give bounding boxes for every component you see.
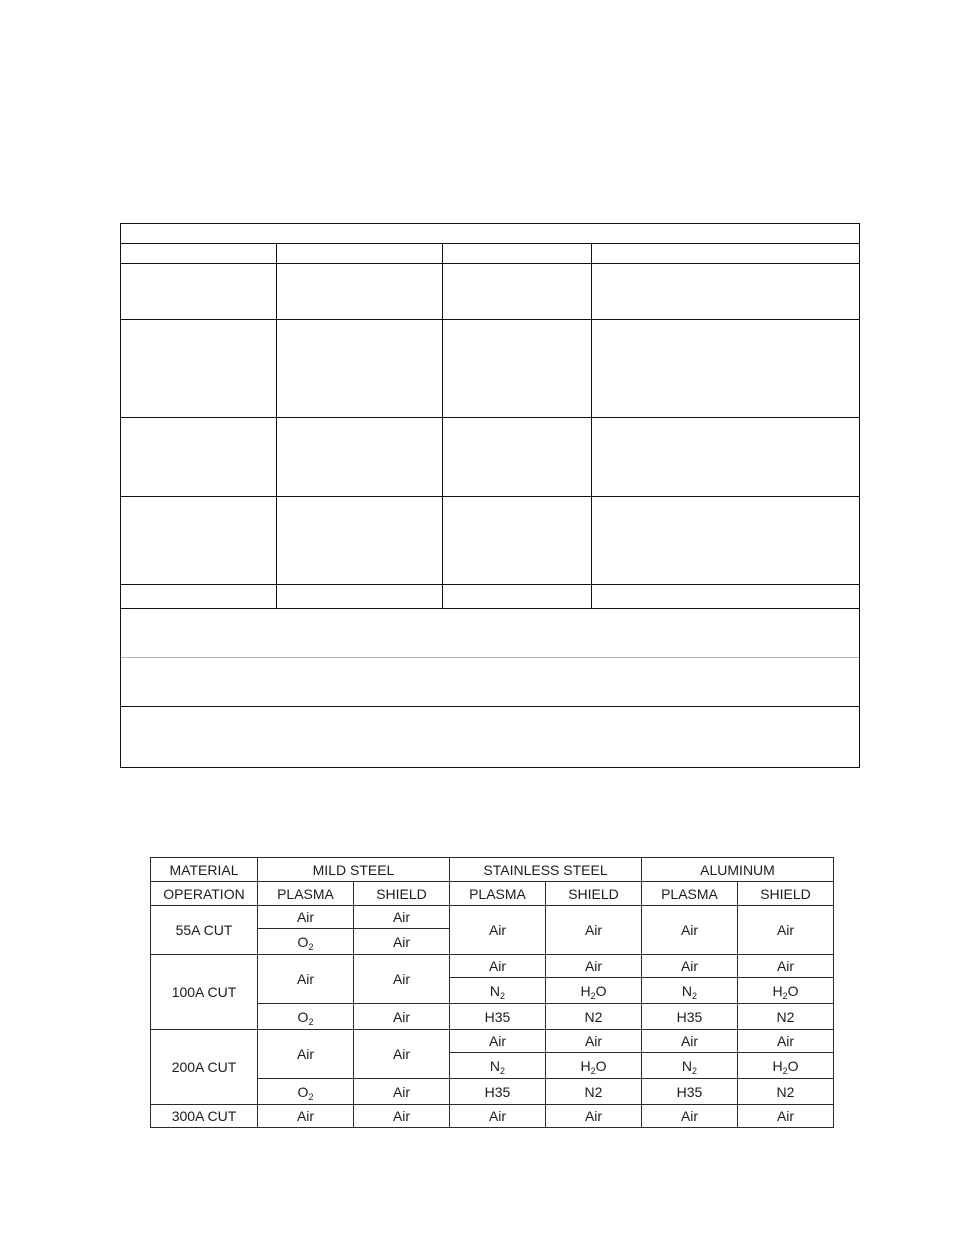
column-header: PLASMA <box>450 882 546 906</box>
gas-cell: Air <box>642 1030 738 1053</box>
gas-cell: $H_2O$ <box>738 1053 834 1079</box>
stainless-steel-header: STAINLESS STEEL <box>450 858 642 882</box>
operation-cell: 200A CUT <box>151 1030 258 1105</box>
gas-cell: Air <box>738 906 834 955</box>
blank-form-table <box>120 223 860 768</box>
column-header: SHIELD <box>738 882 834 906</box>
row-divider <box>121 706 859 707</box>
gas-cell: Air <box>450 1105 546 1128</box>
gas-cell: N2 <box>738 1004 834 1030</box>
gas-cell: H35 <box>642 1079 738 1105</box>
gas-cell: Air <box>546 906 642 955</box>
aluminum-header: ALUMINUM <box>642 858 834 882</box>
gas-cell: Air <box>546 1030 642 1053</box>
gas-cell: $H_2O$ <box>546 1053 642 1079</box>
gas-cell: Air <box>738 1105 834 1128</box>
gas-cell: Air <box>354 1030 450 1079</box>
row-divider <box>121 608 859 609</box>
gas-cell: $N_2$ <box>450 978 546 1004</box>
column-divider <box>591 243 592 608</box>
gas-cell: H35 <box>450 1004 546 1030</box>
row-divider <box>121 496 859 497</box>
gas-cell: Air <box>258 1105 354 1128</box>
gas-cell: Air <box>354 929 450 955</box>
gas-cell: Air <box>354 1079 450 1105</box>
gas-cell: Air <box>354 1105 450 1128</box>
column-header: SHIELD <box>546 882 642 906</box>
gas-cell: Air <box>450 955 546 978</box>
operation-cell: 300A CUT <box>151 1105 258 1128</box>
gas-cell: N2 <box>546 1079 642 1105</box>
gas-cell: Air <box>642 906 738 955</box>
row-divider <box>121 243 859 244</box>
gas-cell: Air <box>258 906 354 929</box>
gas-cell: Air <box>738 1030 834 1053</box>
column-header: PLASMA <box>642 882 738 906</box>
gas-cell: Air <box>546 1105 642 1128</box>
gas-cell: Air <box>738 955 834 978</box>
gas-cell: $O_2$ <box>258 929 354 955</box>
column-header: SHIELD <box>354 882 450 906</box>
column-divider <box>276 243 277 608</box>
gas-cell: H35 <box>642 1004 738 1030</box>
gas-cell: N2 <box>546 1004 642 1030</box>
gas-cell: $N_2$ <box>642 1053 738 1079</box>
column-divider <box>442 243 443 608</box>
row-divider <box>121 263 859 264</box>
gas-cell: $H_2O$ <box>546 978 642 1004</box>
gas-cell: Air <box>642 955 738 978</box>
gas-cell: $H_2O$ <box>738 978 834 1004</box>
gas-cell: $N_2$ <box>642 978 738 1004</box>
row-divider <box>121 657 859 658</box>
gas-cell: N2 <box>738 1079 834 1105</box>
row-divider <box>121 417 859 418</box>
row-divider <box>121 319 859 320</box>
gas-cell: Air <box>258 955 354 1004</box>
gas-cell: $O_2$ <box>258 1004 354 1030</box>
gas-cell: Air <box>450 906 546 955</box>
operation-cell: 100A CUT <box>151 955 258 1030</box>
gas-cell: $N_2$ <box>450 1053 546 1079</box>
gas-selection-table <box>150 857 834 1128</box>
gas-cell: Air <box>546 955 642 978</box>
gas-cell: Air <box>354 906 450 929</box>
gas-cell: Air <box>354 955 450 1004</box>
gas-cell: Air <box>642 1105 738 1128</box>
gas-cell: Air <box>354 1004 450 1030</box>
gas-cell: $O_2$ <box>258 1079 354 1105</box>
column-header: PLASMA <box>258 882 354 906</box>
mild-steel-header: MILD STEEL <box>258 858 450 882</box>
gas-cell: H35 <box>450 1079 546 1105</box>
operation-header: OPERATION <box>151 882 258 906</box>
operation-cell: 55A CUT <box>151 906 258 955</box>
gas-cell: Air <box>258 1030 354 1079</box>
gas-cell: Air <box>450 1030 546 1053</box>
row-divider <box>121 584 859 585</box>
material-header: MATERIAL <box>151 858 258 882</box>
